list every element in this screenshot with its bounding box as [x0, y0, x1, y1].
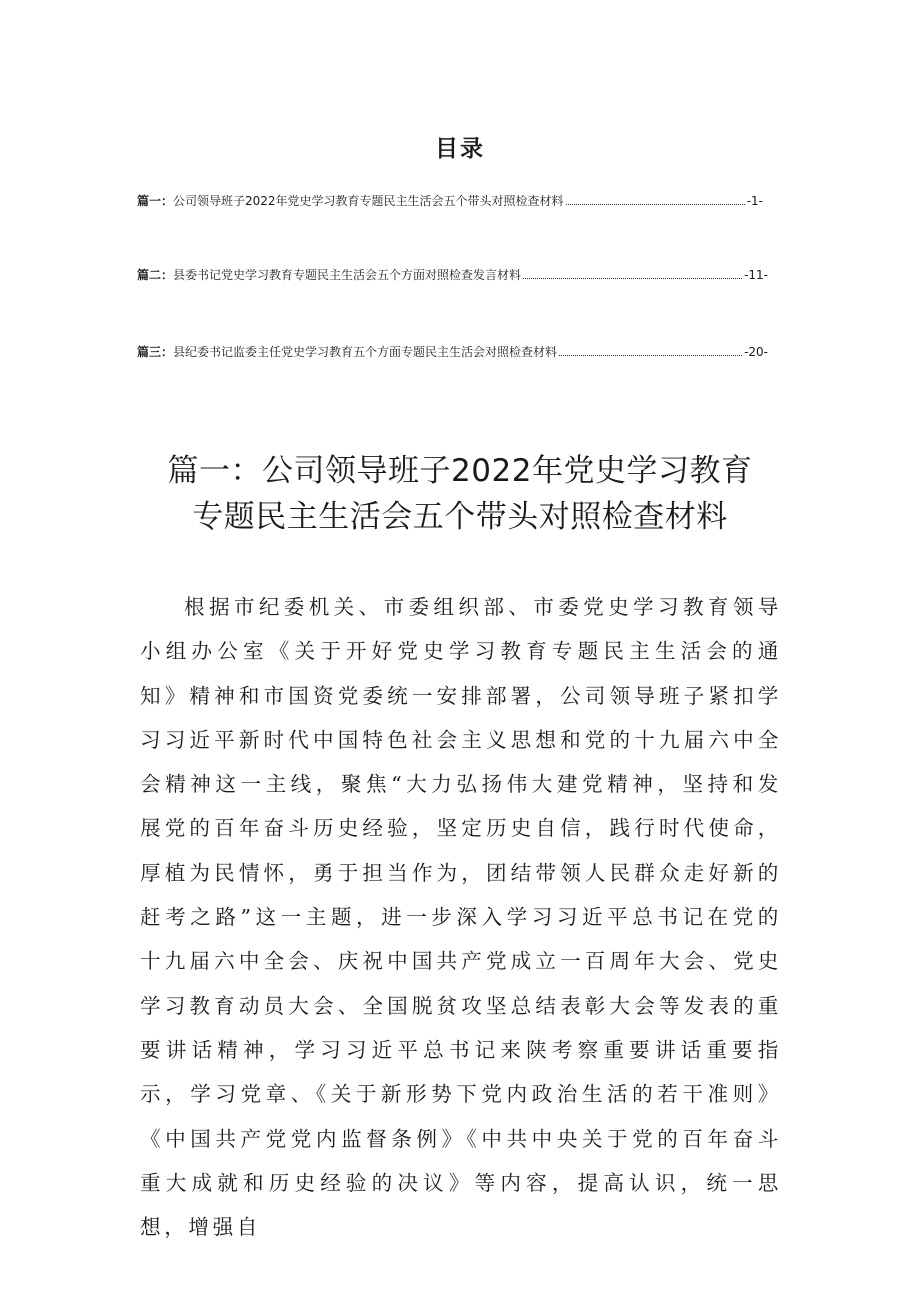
- toc-entry[interactable]: [137, 266, 768, 282]
- toc-entry-page: -11-: [744, 268, 768, 282]
- article-heading: [0, 448, 920, 540]
- toc-entry-page: -1-: [746, 194, 763, 208]
- article-heading-line-1: 篇一：公司领导班子2022年党史学习教育: [167, 453, 753, 489]
- toc-entry[interactable]: [137, 343, 768, 359]
- toc-entry-label: 篇一：: [137, 194, 174, 208]
- toc-dot-leader: [566, 204, 745, 205]
- toc-title: 目录: [435, 136, 485, 162]
- toc-entry-text: 公司领导班子2022年党史学习教育专题民主生活会五个带头对照检查材料: [173, 194, 564, 208]
- article-heading-line-2: 专题民主生活会五个带头对照检查材料: [192, 499, 728, 535]
- toc-entry-text: 县委书记党史学习教育专题民主生活会五个方面对照检查发言材料: [173, 268, 522, 282]
- toc-entry-page: -20-: [744, 345, 768, 359]
- toc-entry-text: 县纪委书记监委主任党史学习教育五个方面专题民主生活会对照检查材料: [173, 345, 558, 359]
- article-body-paragraph: 根据市纪委机关、市委组织部、市委党史学习教育领导小组办公室《关于开好党史学习教育专题民主生活会的通知》精神和市国资党委统一安排部署，公司领导班子紧扣学习习近平新时代中国特色社会主义思想和党的十九届六中全会精神这一主线，聚焦“大力弘扬伟大建党精神，坚持和发展党的百年奋斗历史经验，坚定历史自信，践行时代使命，厚植为民情怀，勇于担当作为，团结带领人民群众走好新的赶考之路”这一主题，进一步深入学习习近平总书记在党的十九届六中全会、庆祝中国共产党成立一百周年大会、党史学习教育动员大会、全国脱贫攻坚总结表彰大会等发表的重要讲话精神，学习习近平总书记来陕考察重要讲话重要指示，学习党章、《关于新形势下党内政治生活的若干准则》《中国共产党党内监督条例》《中共中央关于党的百年奋斗重大成就和历史经验的决议》等内容，提高认识，统一思想，增强自: [140, 595, 782, 1240]
- toc-dot-leader: [523, 278, 742, 279]
- toc-entry[interactable]: [137, 192, 763, 208]
- toc-entry-label: 篇三：: [137, 345, 174, 359]
- toc-entry-label: 篇二：: [137, 268, 174, 282]
- toc-dot-leader: [559, 355, 742, 356]
